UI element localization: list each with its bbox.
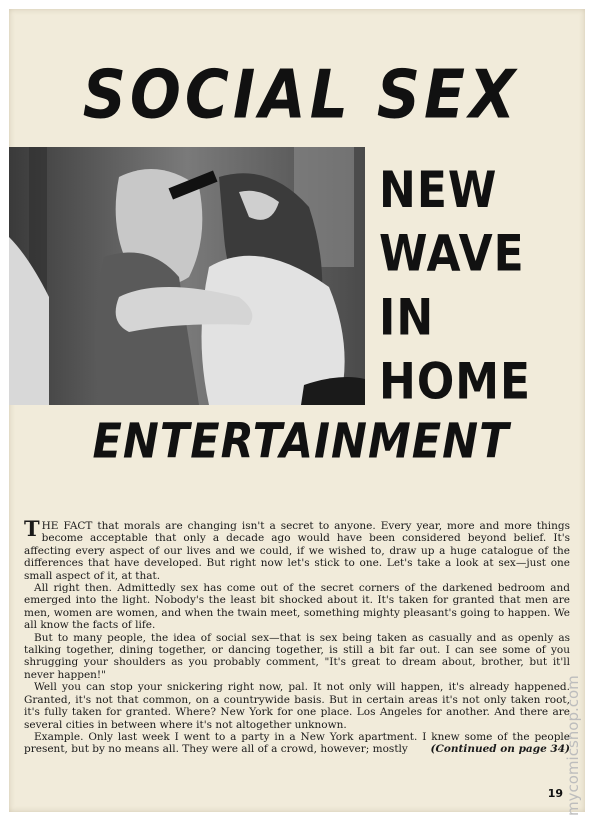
magazine-page xyxy=(9,9,585,812)
article-paragraph: THE FACT that morals are changing isn't a secret to anyone. Every year, more and more things become acceptable that only a decade ago would have been considered beyond belief. It's affecting every aspect of our lives and we could, if we wished to, draw up a huge catalogue of the differences that have developed. But right now let's stick to one. Let's take a look at sex—just one small aspect of it, at that. xyxy=(24,516,570,582)
article-photo xyxy=(9,147,365,405)
subhead-new-wave-in-home xyxy=(379,159,579,414)
photo-illustration xyxy=(9,147,365,405)
subhead-line: HOME xyxy=(379,352,532,411)
watermark-text: mycomicshop.com xyxy=(564,675,582,816)
article-paragraph: All right then. Admittedly sex has come out of the secret corners of the darkened bedroom and emerged into the light. Nobody's the least bit shocked about it. It's taken for granted that men are men, women are women, and when the twain meet, something mighty pleasant's going to happen. We all know the facts of life. xyxy=(24,582,570,632)
subhead-line: WAVE xyxy=(379,224,525,284)
subhead-line: NEW xyxy=(379,161,498,220)
watermark xyxy=(566,586,582,816)
headline-social-sex: SOCIAL SEX xyxy=(82,55,520,135)
article-body xyxy=(24,516,570,756)
drop-cap: T xyxy=(24,516,40,541)
article-paragraph: Example. Only last week I went to a party in a New York apartment. I knew some of the people present, but by no means all. They were all of a crowd, however; mostly (Continued on page 34) xyxy=(24,730,570,756)
page-number: 19 xyxy=(547,787,563,800)
article-paragraph: But to many people, the idea of social sex—that is sex being taken as casually and as openly as talking together, dining together, or dancing together, is still a bit far out. I can see some of you shrugging your shoulders as you probably comment, "It's great to dream about, brother, but it'll never happen!" xyxy=(24,631,570,681)
headline-entertainment: ENTERTAINMENT xyxy=(92,413,510,470)
article-paragraph: Well you can stop your snickering right now, pal. It not only will happen, it's already happened. Granted, it's not that common, on a countrywide basis. But in certain areas it's not only taken root, it's fully taken for granted. Where? New York for one place. Los Angeles for another. And there are several cities in between where it's not altogether unknown. xyxy=(24,681,570,731)
subhead-line: IN xyxy=(379,288,435,347)
continued-note: (Continued on page 34) xyxy=(430,743,570,756)
